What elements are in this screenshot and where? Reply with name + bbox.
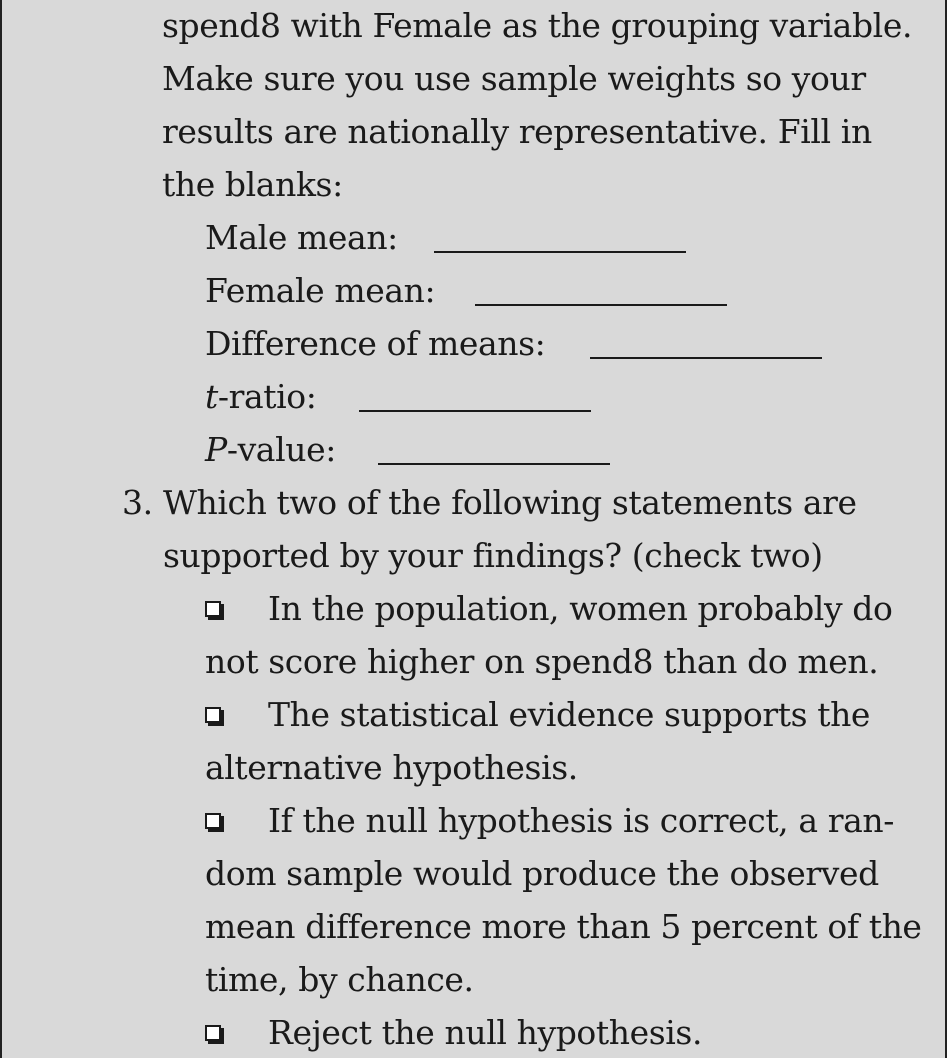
difference-of-means-label: Difference of means: [205, 324, 546, 363]
p-value-blank[interactable] [378, 463, 610, 465]
option-1-checkbox[interactable] [205, 601, 221, 617]
intro-line: the blanks: [162, 165, 343, 204]
female-mean-blank[interactable] [475, 304, 727, 306]
question-3-number: 3. [122, 483, 153, 522]
option-3-text: dom sample would produce the observed [205, 854, 879, 893]
option-4-text: Reject the null hypothesis. [268, 1013, 703, 1052]
option-3-text: time, by chance. [205, 960, 474, 999]
male-mean-label: Male mean: [205, 218, 398, 257]
intro-line: Make sure you use sample weights so your [162, 59, 866, 98]
option-1-text: not score higher on spend8 than do men. [205, 642, 879, 681]
p-value-suffix: -value: [226, 430, 336, 469]
question-3-text: Which two of the following statements are [163, 483, 857, 522]
t-variable: t [205, 377, 218, 416]
t-ratio-suffix: -ratio: [217, 377, 317, 416]
option-2-text: The statistical evidence supports the [268, 695, 871, 734]
intro-line: spend8 with Female as the grouping variable. [162, 6, 913, 45]
p-value-label [205, 424, 336, 476]
male-mean-blank[interactable] [434, 251, 686, 253]
option-3-text: If the null hypothesis is correct, a ran- [268, 801, 894, 840]
t-ratio-label [205, 371, 316, 423]
option-3-text: mean difference more than 5 percent of the [205, 907, 922, 946]
option-4-checkbox[interactable] [205, 1025, 221, 1041]
difference-of-means-blank[interactable] [590, 357, 822, 359]
option-2-checkbox[interactable] [205, 707, 221, 723]
question-3-text: supported by your findings? (check two) [163, 536, 823, 575]
female-mean-label: Female mean: [205, 271, 436, 310]
p-variable: P [205, 430, 227, 469]
option-1-text: In the population, women probably do [268, 589, 893, 628]
option-2-text: alternative hypothesis. [205, 748, 578, 787]
intro-line: results are nationally representative. Fill in [162, 112, 872, 151]
option-3-checkbox[interactable] [205, 813, 221, 829]
t-ratio-blank[interactable] [359, 410, 591, 412]
